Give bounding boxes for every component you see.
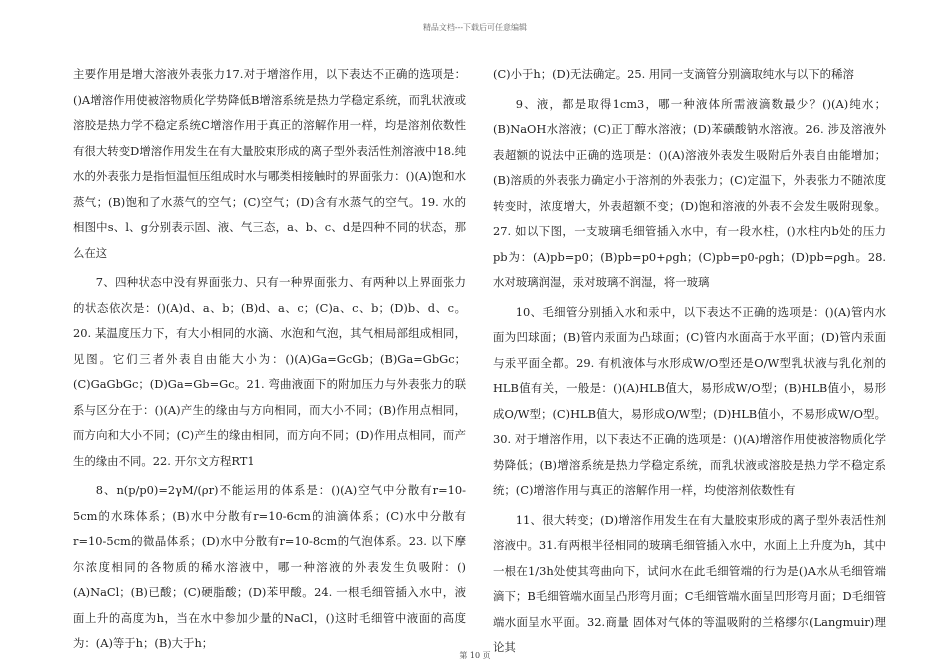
page-header: 精品文档---下载后可任意编辑 [422, 23, 528, 32]
paragraph: (C)小于h；(D)无法确定。25. 用同一支滴管分别滴取纯水与以下的稀溶 [493, 67, 854, 81]
paragraph: 8、n(p/p0)=2γM/(ρr)不能运用的体系是：()(A)空气中分散有r=10-5cm的水珠体系；(B)水中分散有r=10-6cm的油滴体系；(C)水中分散有r=10-5cm的微晶体系；(D)水中分散有r=10-8cm的气泡体系。23. 以下摩尔浓度相同的各物质的稀水溶液中，哪一种溶液的外表发生负吸附：()(A)NaCl；(B)已酸；(C)硬脂酸；(D)苯甲酸。24. 一根毛细管插入水中，液面上升的高度为h，当在水中参加少量的NaCl，()这时毛细管中液面的高度为：(A)等于h；(B)大于h； [73, 483, 466, 650]
left-column [73, 62, 466, 657]
page-number: 第 10 页 [459, 651, 491, 660]
paragraph: 10、毛细管分别插入水和汞中，以下表达不正确的选项是：()(A)管内水面为凹球面；(B)管内汞面为凸球面；(C)管内水面高于水平面；(D)管内汞面与汞平面全都。29. 有机液体与水形成W/O型还是O/W型乳状液与乳化剂的HLB值有关，一般是：()(A)HLB值大，易形成W/O型；(B)HLB值小，易形成O/W型；(C)HLB值大，易形成O/W型；(D)HLB值小，不易形成W/O型。30. 对于增溶作用，以下表达不正确的选项是：()(A)增溶作用使被溶物质化学势降低；(B)增溶系统是热力学稳定系统，而乳状液或溶胶是热力学不稳定系统；(C)增溶作用与真正的溶解作用一样，均使溶剂依数性有 [493, 304, 886, 497]
right-column [493, 62, 886, 661]
paragraph: 7、四种状态中没有界面张力、只有一种界面张力、有两种以上界面张力的状态依次是：()(A)d、a、b；(B)d、a、c；(C)a、c、b；(D)b、d、c。20. 某温度压力下，有大小相同的水滴、水泡和气泡，其气相局部组成相同，见图。它们三者外表自由能大小为：()(A)Ga=GcGb；(B)Ga=GbGc；(C)GaGbGc；(D)Ga=Gb=Gc。21. 弯曲液面下的附加压力与外表张力的联系与区分在于：()(A)产生的缘由与方向相同，而大小不同；(B)作用点相同，而方向和大小不同；(C)产生的缘由相同，而方向不同；(D)作用点相同，而产生的缘由不同。22. 开尔文方程RT1 [73, 275, 466, 468]
paragraph: 主要作用是增大溶液外表张力17.对于增溶作用，以下表达不正确的选项是：()A增溶作用使被溶物质化学势降低B增溶系统是热力学稳定系统，而乳状液或溶胶是热力学不稳定系统C增溶作用于真正的溶解作用一样，均是溶剂依数性有很大转变D增溶作用发生在有大量胶束形成的离子型外表活性剂溶液中18.纯水的外表张力是指恒温恒压组成时水与哪类相接触时的界面张力：()(A)饱和水蒸气；(B)饱和了水蒸气的空气；(C)空气；(D)含有水蒸气的空气。19. 水的相图中s、l、g分别表示固、液、气三态，a、b、c、d是四种不同的状态，那么在这 [73, 67, 466, 260]
paragraph: 9、液，都是取得1cm3，哪一种液体所需液滴数最少？()(A)纯水；(B)NaOH水溶液；(C)正丁醇水溶液；(D)苯磺酸钠水溶液。26. 涉及溶液外表超额的说法中正确的选项是：()(A)溶液外表发生吸附后外表自由能增加；(B)溶质的外表张力确定小于溶剂的外表张力；(C)定温下，外表张力不随浓度转变时，浓度增大，外表超额不变；(D)饱和溶液的外表不会发生吸附现象。27. 如以下图，一支玻璃毛细管插入水中，有一段水柱，()水柱内b处的压力pb为：(A)pb=p0；(B)pb=p0+ρgh；(C)pb=p0-ρgh；(D)pb=ρgh。28. 水对玻璃润湿，汞对玻璃不润湿，将一玻璃 [493, 96, 886, 289]
paragraph: 11、很大转变；(D)增溶作用发生在有大量胶束形成的离子型外表活性剂溶液中。31.有两根半径相同的玻璃毛细管插入水中，水面上上升度为h，其中一根在1/3h处使其弯曲向下，试问水在此毛细管端的行为是()A水从毛细管端滴下；B毛细管端水面呈凸形弯月面；C毛细管端水面呈凹形弯月面；D毛细管端水面呈水平面。32.商量 固体对气体的等温吸附的兰格缪尔(Langmuir)理论其 [493, 512, 886, 654]
